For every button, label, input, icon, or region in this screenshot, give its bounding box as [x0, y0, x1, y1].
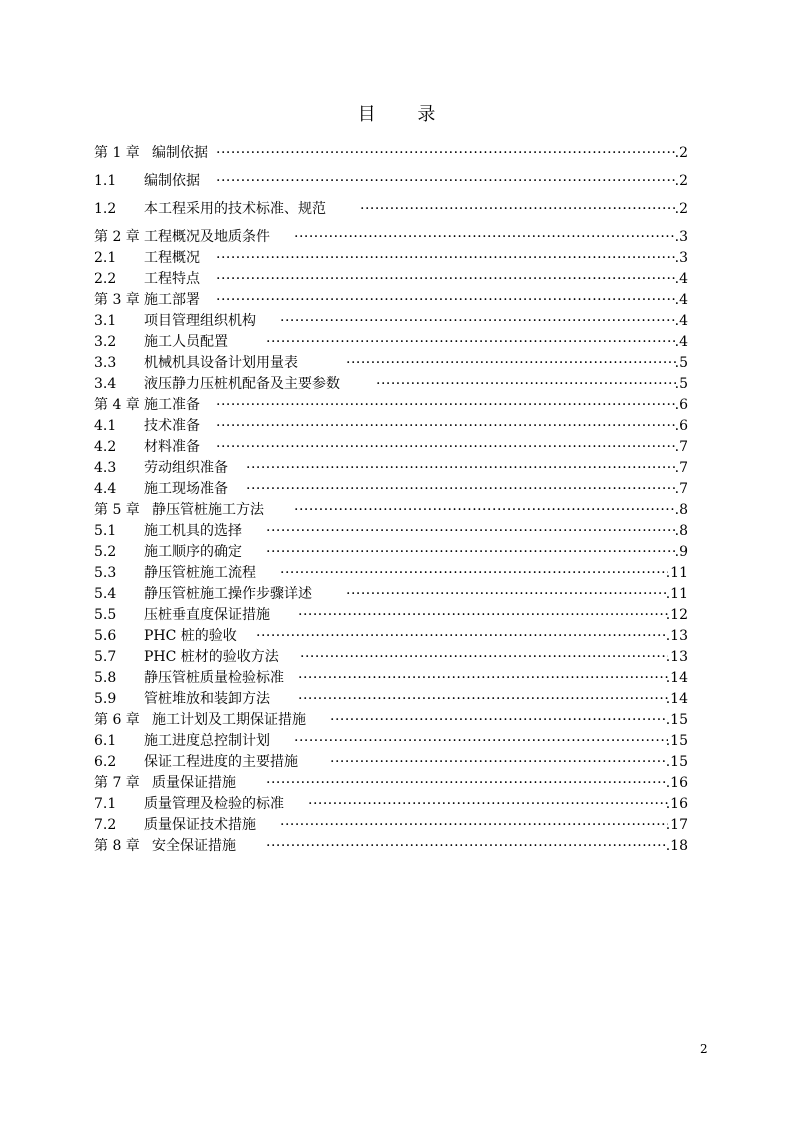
toc-entry-page: .4: [674, 313, 688, 329]
toc-entry-number: 4.4: [94, 481, 117, 497]
toc-entry-label: 编制依据: [152, 145, 208, 161]
toc-entry[interactable]: [94, 626, 688, 647]
toc-entry[interactable]: [94, 171, 688, 192]
toc-entry[interactable]: [94, 479, 688, 500]
toc-entry[interactable]: [94, 731, 688, 752]
toc-leader-dots: [280, 563, 668, 584]
toc-entry-label: 保证工程进度的主要措施: [144, 754, 298, 770]
toc-entry-number: 第 2 章: [94, 229, 140, 245]
toc-entry-number: 第 4 章: [94, 397, 140, 413]
toc-entry-number: 5.1: [94, 523, 117, 539]
toc-entry-page: .2: [674, 173, 688, 189]
toc-entry[interactable]: [94, 269, 688, 290]
toc-entry-label: 质量管理及检验的标准: [144, 796, 284, 812]
toc-leader-dots: [330, 710, 668, 731]
toc-leader-dots: [298, 605, 668, 626]
toc-entry-label: 施工现场准备: [144, 481, 228, 497]
toc-leader-dots: [256, 626, 668, 647]
toc-entry-page: .6: [674, 397, 688, 413]
toc-entry-page: .9: [674, 544, 688, 560]
toc-leader-dots: [308, 794, 668, 815]
toc-leader-dots: [346, 353, 676, 374]
toc-entry-label: 技术准备: [144, 418, 200, 434]
toc-entry-number: 6.1: [94, 733, 117, 749]
toc-entry[interactable]: [94, 311, 688, 332]
toc-leader-dots: [330, 752, 668, 773]
toc-entry-page: .4: [674, 271, 688, 287]
toc-entry-number: 5.9: [94, 691, 117, 707]
toc-entry-label: 工程概况及地质条件: [144, 229, 270, 245]
toc-entry[interactable]: [94, 710, 688, 731]
toc-entry[interactable]: [94, 773, 688, 794]
toc-entry-page: .8: [674, 523, 688, 539]
toc-entry-label: 静压管桩质量检验标准: [144, 670, 284, 686]
toc-entry-number: 3.1: [94, 313, 117, 329]
toc-entry-number: 5.7: [94, 649, 117, 665]
toc-entry-label: 机械机具设备计划用量表: [144, 355, 298, 371]
toc-entry[interactable]: [94, 374, 688, 395]
toc-entry-label: 工程特点: [144, 271, 200, 287]
toc-entry-page: .13: [665, 628, 688, 644]
toc-leader-dots: [216, 143, 676, 164]
toc-entry-number: 7.2: [94, 817, 117, 833]
toc-entry-number: 第 6 章: [94, 712, 140, 728]
toc-leader-dots: [298, 689, 668, 710]
toc-entry-page: .3: [674, 229, 688, 245]
toc-entry[interactable]: [94, 542, 688, 563]
toc-leader-dots: [266, 332, 676, 353]
toc-entry-page: .15: [665, 733, 688, 749]
toc-leader-dots: [266, 521, 676, 542]
toc-entry[interactable]: [94, 647, 688, 668]
toc-entry-label: 施工部署: [144, 292, 200, 308]
toc-entry[interactable]: [94, 584, 688, 605]
toc-entry-label: 静压管桩施工流程: [144, 565, 256, 581]
toc-leader-dots: [216, 416, 676, 437]
toc-entry-number: 3.3: [94, 355, 117, 371]
toc-entry-page: .16: [665, 796, 688, 812]
toc-entry[interactable]: [94, 689, 688, 710]
toc-entry[interactable]: [94, 836, 688, 857]
toc-entry-page: .12: [665, 607, 688, 623]
toc-entry[interactable]: [94, 416, 688, 437]
toc-entry-label: 安全保证措施: [152, 838, 236, 854]
toc-entry-number: 第 5 章: [94, 502, 140, 518]
toc-entry-number: 4.2: [94, 439, 117, 455]
toc-entry-page: .8: [674, 502, 688, 518]
toc-entry[interactable]: [94, 500, 688, 521]
toc-entry-label: 施工人员配置: [144, 334, 228, 350]
toc-leader-dots: [280, 311, 676, 332]
toc-entry-page: .4: [674, 292, 688, 308]
toc-entry-number: 5.5: [94, 607, 117, 623]
toc-leader-dots: [298, 668, 668, 689]
toc-entry-page: .2: [674, 145, 688, 161]
toc-entry[interactable]: [94, 332, 688, 353]
toc-entry-number: 第 7 章: [94, 775, 140, 791]
toc-entry-page: .17: [665, 817, 688, 833]
toc-leader-dots: [300, 647, 668, 668]
toc-entry-page: .15: [665, 754, 688, 770]
toc-entry-label: 编制依据: [144, 173, 200, 189]
toc-leader-dots: [266, 542, 676, 563]
toc-entry-number: 7.1: [94, 796, 117, 812]
toc-leader-dots: [280, 815, 668, 836]
toc-leader-dots: [266, 836, 668, 857]
toc-entry[interactable]: [94, 563, 688, 584]
toc-leader-dots: [216, 269, 676, 290]
toc-entry-page: .7: [674, 460, 688, 476]
toc-entry-page: .14: [665, 691, 688, 707]
toc-leader-dots: [294, 227, 676, 248]
toc-entry-number: 2.1: [94, 250, 117, 266]
toc-entry-label: 施工计划及工期保证措施: [152, 712, 306, 728]
toc-entry-label: 质量保证措施: [152, 775, 236, 791]
toc-leader-dots: [246, 479, 676, 500]
toc-entry-page: .7: [674, 481, 688, 497]
toc-entry[interactable]: [94, 458, 688, 479]
toc-entry-number: 4.3: [94, 460, 117, 476]
toc-leader-dots: [216, 395, 676, 416]
toc-leader-dots: [294, 500, 676, 521]
toc-leader-dots: [376, 374, 676, 395]
toc-entry-number: 5.4: [94, 586, 117, 602]
toc-entry-page: .4: [674, 334, 688, 350]
toc-entry-page: .11: [665, 586, 688, 602]
toc-leader-dots: [266, 773, 668, 794]
toc-entry-number: 2.2: [94, 271, 117, 287]
toc-entry-label: 施工顺序的确定: [144, 544, 242, 560]
toc-entry-label: PHC 桩的验收: [144, 628, 237, 644]
toc-entry[interactable]: [94, 794, 688, 815]
toc-leader-dots: [216, 248, 676, 269]
toc-entry[interactable]: [94, 752, 688, 773]
toc-entry-number: 1.1: [94, 173, 117, 189]
toc-entry-number: 1.2: [94, 201, 117, 217]
toc-entry-label: 质量保证技术措施: [144, 817, 256, 833]
toc-entry[interactable]: [94, 437, 688, 458]
toc-leader-dots: [216, 171, 676, 192]
toc-entry[interactable]: [94, 227, 688, 248]
toc-entry-number: 5.3: [94, 565, 117, 581]
toc-entry-number: 第 3 章: [94, 292, 140, 308]
toc-entry-page: .2: [674, 201, 688, 217]
toc-entry-number: 6.2: [94, 754, 117, 770]
toc-entry-number: 3.4: [94, 376, 117, 392]
toc-entry-label: 液压静力压桩机配备及主要参数: [144, 376, 340, 392]
toc-entry[interactable]: [94, 199, 688, 220]
toc-entry-label: PHC 桩材的验收方法: [144, 649, 279, 665]
toc-entry-page: .16: [665, 775, 688, 791]
toc-entry-number: 5.8: [94, 670, 117, 686]
toc-leader-dots: [216, 290, 676, 311]
toc-entry-label: 静压管桩施工操作步骤详述: [144, 586, 312, 602]
toc-entry-page: .14: [665, 670, 688, 686]
toc-entry-label: 工程概况: [144, 250, 200, 266]
toc-entry[interactable]: [94, 143, 688, 164]
toc-entry[interactable]: [94, 668, 688, 689]
toc-entry-page: .18: [665, 838, 688, 854]
toc-entry-page: .3: [674, 250, 688, 266]
toc-entry[interactable]: [94, 521, 688, 542]
toc-leader-dots: [346, 584, 668, 605]
toc-entry-number: 4.1: [94, 418, 117, 434]
toc-entry-label: 管桩堆放和装卸方法: [144, 691, 270, 707]
page-title: 目 录: [357, 104, 454, 125]
page-number: 2: [700, 1042, 708, 1056]
toc-entry[interactable]: [94, 290, 688, 311]
toc-entry[interactable]: [94, 815, 688, 836]
toc-entry-label: 压桩垂直度保证措施: [144, 607, 270, 623]
toc-entry-page: .15: [665, 712, 688, 728]
toc-entry[interactable]: [94, 248, 688, 269]
toc-leader-dots: [294, 731, 668, 752]
toc-entry-page: .11: [665, 565, 688, 581]
toc-entry-number: 第 1 章: [94, 145, 140, 161]
toc-entry-label: 本工程采用的技术标准、规范: [144, 201, 326, 217]
toc-leader-dots: [360, 199, 676, 220]
toc-entry-number: 第 8 章: [94, 838, 140, 854]
toc-entry-page: .5: [674, 376, 688, 392]
toc-entry-page: .5: [674, 355, 688, 371]
toc-entry-label: 材料准备: [144, 439, 200, 455]
toc-entry-page: .7: [674, 439, 688, 455]
toc-entry-label: 静压管桩施工方法: [152, 502, 264, 518]
toc-entry-label: 项目管理组织机构: [144, 313, 256, 329]
toc-entry-label: 施工进度总控制计划: [144, 733, 270, 749]
toc-entry-number: 5.6: [94, 628, 117, 644]
toc-leader-dots: [216, 437, 676, 458]
toc-entry-number: 5.2: [94, 544, 117, 560]
toc-entry[interactable]: [94, 395, 688, 416]
toc-entry[interactable]: [94, 353, 688, 374]
toc-entry-page: .6: [674, 418, 688, 434]
toc-entry-label: 劳动组织准备: [144, 460, 228, 476]
toc-entry-label: 施工机具的选择: [144, 523, 242, 539]
toc-leader-dots: [246, 458, 676, 479]
toc-entry[interactable]: [94, 605, 688, 626]
toc-entry-number: 3.2: [94, 334, 117, 350]
toc-entry-page: .13: [665, 649, 688, 665]
toc-entry-label: 施工准备: [144, 397, 200, 413]
